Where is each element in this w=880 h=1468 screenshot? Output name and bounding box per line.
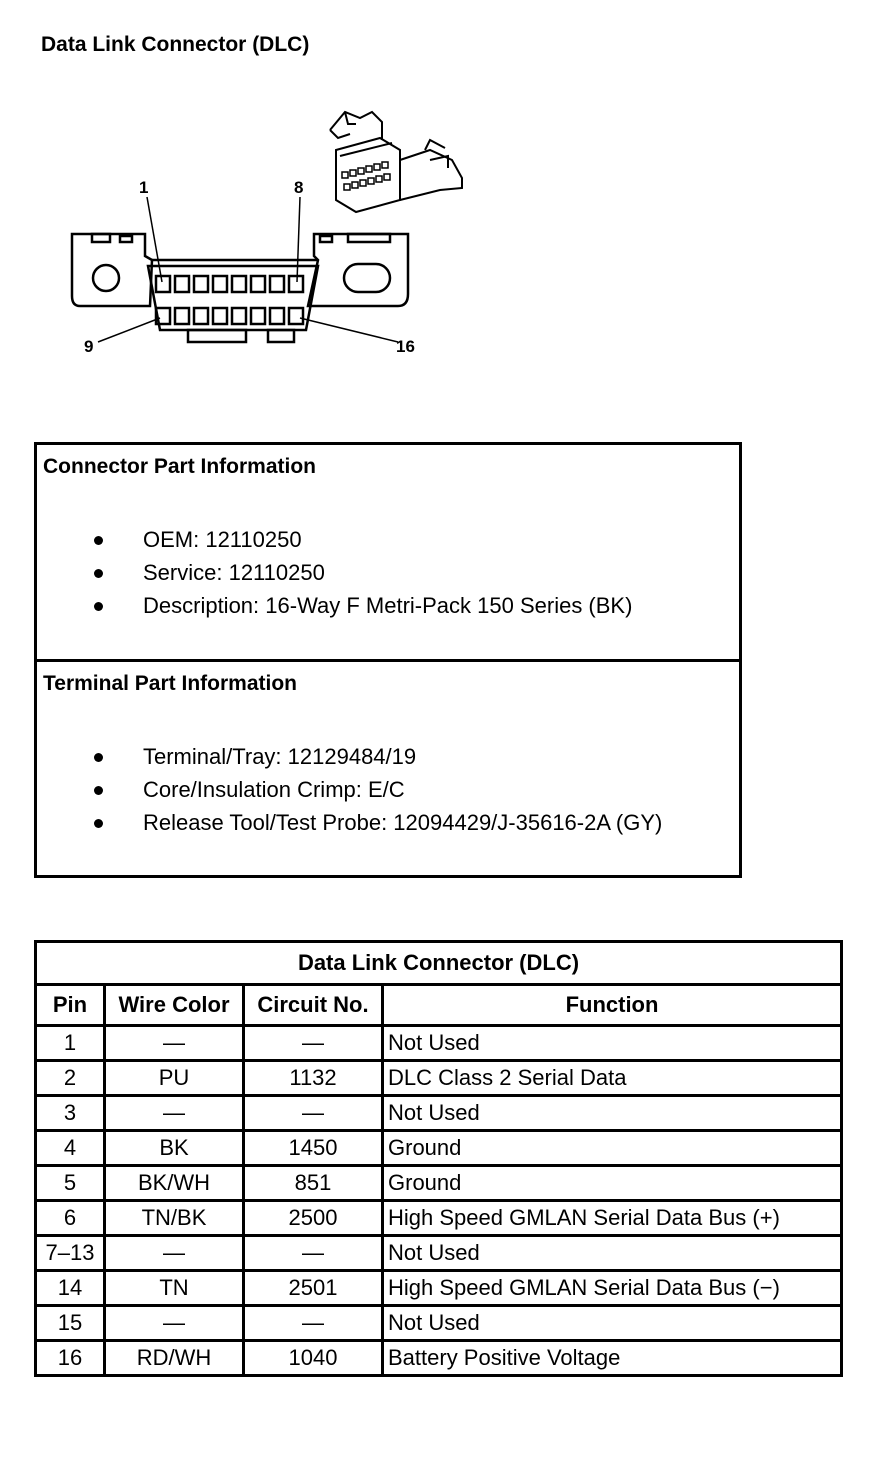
pin-label-8: 8	[294, 178, 304, 197]
function-cell: DLC Class 2 Serial Data	[383, 1061, 842, 1096]
bullet-icon	[94, 819, 103, 828]
table-header-row	[36, 985, 842, 1026]
pin-label-16: 16	[396, 337, 415, 356]
pin-label-1: 1	[139, 178, 149, 197]
table-row	[36, 1236, 842, 1271]
pin-label-9: 9	[84, 337, 94, 356]
circuit-cell: 2500	[244, 1201, 383, 1236]
wire-color-cell: TN/BK	[105, 1201, 244, 1236]
terminal-part-section	[37, 662, 739, 878]
list-item	[37, 589, 632, 622]
circuit-cell: —	[244, 1096, 383, 1131]
connector-front-view-icon	[72, 234, 408, 342]
pin-cell: 1	[36, 1026, 105, 1061]
circuit-cell: 1040	[244, 1341, 383, 1376]
pin-cell: 5	[36, 1166, 105, 1201]
bullet-icon	[94, 753, 103, 762]
circuit-cell: 1450	[244, 1131, 383, 1166]
list-item-text: Core/Insulation Crimp: E/C	[143, 777, 405, 802]
table-row	[36, 1201, 842, 1236]
connector-3d-view-icon	[330, 112, 462, 212]
wire-color-cell: BK	[105, 1131, 244, 1166]
table-caption: Data Link Connector (DLC)	[36, 942, 842, 985]
circuit-cell: 2501	[244, 1271, 383, 1306]
pin-table	[34, 940, 843, 1377]
table-row	[36, 1306, 842, 1341]
connector-part-heading: Connector Part Information	[43, 455, 317, 478]
function-cell: High Speed GMLAN Serial Data Bus (−)	[383, 1271, 842, 1306]
wire-color-cell: —	[105, 1306, 244, 1341]
page-title: Data Link Connector (DLC)	[41, 33, 310, 56]
list-item-text: Description: 16-Way F Metri-Pack 150 Series (BK)	[143, 593, 633, 618]
pin-cell: 16	[36, 1341, 105, 1376]
list-item-text: OEM: 12110250	[143, 527, 302, 552]
bullet-icon	[94, 786, 103, 795]
function-cell: High Speed GMLAN Serial Data Bus (+)	[383, 1201, 842, 1236]
pin-cell: 7–13	[36, 1236, 105, 1271]
pin-cell: 14	[36, 1271, 105, 1306]
function-cell: Not Used	[383, 1306, 842, 1341]
list-item	[37, 740, 662, 773]
wire-color-cell: BK/WH	[105, 1166, 244, 1201]
pin-cell: 15	[36, 1306, 105, 1341]
circuit-cell: 1132	[244, 1061, 383, 1096]
wire-color-cell: —	[105, 1026, 244, 1061]
circuit-cell: —	[244, 1236, 383, 1271]
circuit-cell: —	[244, 1026, 383, 1061]
circuit-cell: 851	[244, 1166, 383, 1201]
list-item	[37, 773, 662, 806]
terminal-part-heading: Terminal Part Information	[43, 672, 297, 695]
function-cell: Battery Positive Voltage	[383, 1341, 842, 1376]
wire-color-cell: —	[105, 1096, 244, 1131]
pin-cell: 2	[36, 1061, 105, 1096]
list-item	[37, 523, 632, 556]
wire-color-cell: PU	[105, 1061, 244, 1096]
column-header-pin: Pin	[36, 985, 105, 1026]
list-item	[37, 806, 662, 839]
dlc-connector-diagram	[0, 0, 880, 420]
pin-cell: 6	[36, 1201, 105, 1236]
table-row	[36, 1271, 842, 1306]
table-row	[36, 1341, 842, 1376]
pin-leader-lines	[98, 197, 398, 342]
table-row	[36, 1166, 842, 1201]
column-header-wire-color: Wire Color	[105, 985, 244, 1026]
table-row	[36, 1096, 842, 1131]
table-caption-row	[36, 942, 842, 985]
list-item-text: Terminal/Tray: 12129484/19	[143, 744, 417, 769]
bullet-icon	[94, 569, 103, 578]
list-item	[37, 556, 632, 589]
function-cell: Ground	[383, 1131, 842, 1166]
list-item-text: Release Tool/Test Probe: 12094429/J-35616-2A (GY)	[143, 810, 663, 835]
list-item-text: Service: 12110250	[143, 560, 325, 585]
function-cell: Ground	[383, 1166, 842, 1201]
connector-part-section	[37, 445, 739, 662]
circuit-cell: —	[244, 1306, 383, 1341]
wire-color-cell: RD/WH	[105, 1341, 244, 1376]
column-header-function: Function	[383, 985, 842, 1026]
wire-color-cell: —	[105, 1236, 244, 1271]
pin-cell: 4	[36, 1131, 105, 1166]
column-header-circuit: Circuit No.	[244, 985, 383, 1026]
table-row	[36, 1131, 842, 1166]
part-information-box	[34, 442, 742, 878]
table-row	[36, 1026, 842, 1061]
terminal-part-list	[37, 740, 662, 839]
bullet-icon	[94, 602, 103, 611]
function-cell: Not Used	[383, 1096, 842, 1131]
table-row	[36, 1061, 842, 1096]
function-cell: Not Used	[383, 1236, 842, 1271]
connector-part-list	[37, 523, 632, 622]
pin-cell: 3	[36, 1096, 105, 1131]
function-cell: Not Used	[383, 1026, 842, 1061]
wire-color-cell: TN	[105, 1271, 244, 1306]
bullet-icon	[94, 536, 103, 545]
